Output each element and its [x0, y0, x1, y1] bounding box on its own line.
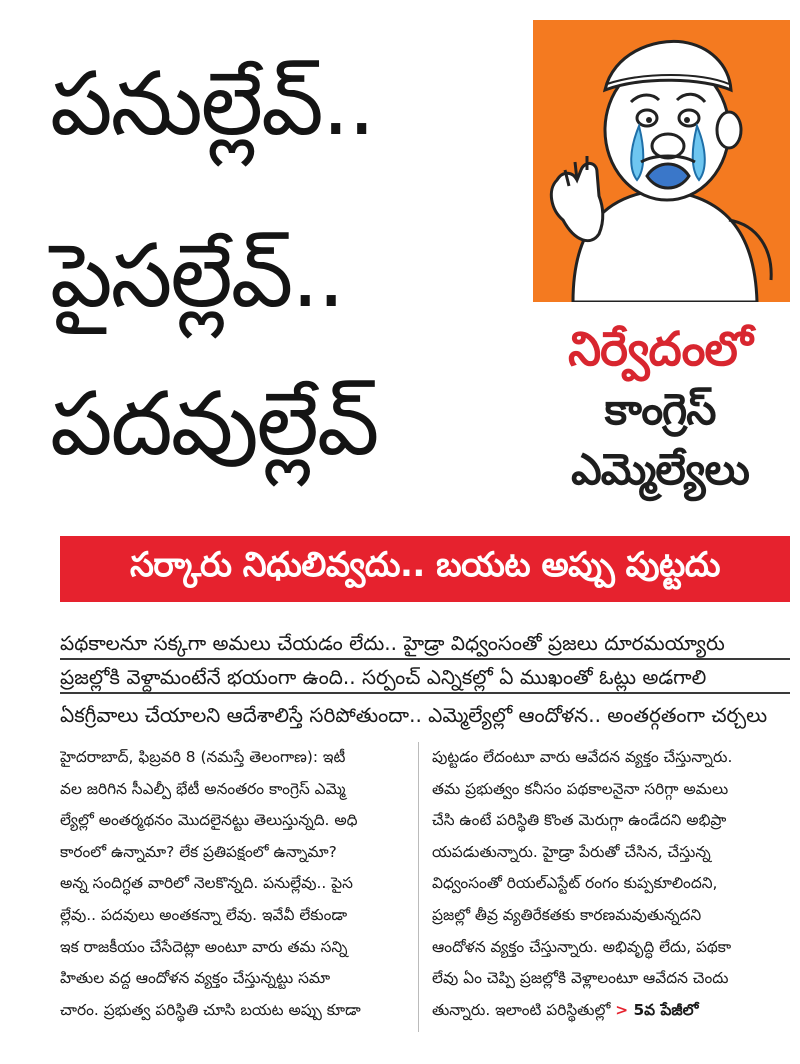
article-line: విధ్వంసంతో రియల్ఎస్టేట్ రంగం కుప్పకూలిందని, — [432, 874, 718, 893]
side-title-line-3: ఎమ్మెల్యేలు — [571, 445, 749, 495]
side-title-line-2: కాంగ్రెస్ — [604, 385, 716, 435]
article-line: వల జరిగిన సీఎల్పీ భేటీ అనంతరం కాంగ్రెస్ ఎమ్మె — [60, 779, 346, 798]
article-last-line-text: తున్నారు. ఇలాంటి పరిస్థితుల్లో — [432, 1000, 611, 1019]
highlight-line-2: ప్రజల్లోకి వెళ్దామంటేనే భయంగా ఉంది.. సర్పంచ్ ఎన్నికల్లో ఏ ముఖంతో ఓట్లు అడగాలి — [60, 665, 707, 689]
article-column-left — [60, 742, 400, 1042]
article-line: ల్లేవు.. పదవులు అంతకన్నా లేవు. ఇవేవీ లేకుండా — [60, 905, 348, 924]
article-line: ప్రజల్లో తీవ్ర వ్యతిరేకతకు కారణమవుతున్నదని — [432, 905, 702, 924]
article-line: అన్న సందిగ్ధత వారిలో నెలకొన్నది. పనుల్లేవు.. పైస — [60, 874, 353, 893]
article-line: తమ ప్రభుత్వం కనీసం పథకాలనైనా సరిగ్గా అమలు — [432, 779, 729, 798]
highlight-line-1: పథకాలనూ సక్కగా అమలు చేయడం లేదు.. హైడ్రా విధ్వంసంతో ప్రజలు దూరమయ్యారు — [60, 631, 725, 655]
headline-line-3: పదవుల్లేవ్ — [50, 372, 378, 475]
article-line: లేవు ఏం చెప్పి ప్రజల్లోకి వెళ్లాలంటూ ఆవేదన చెందు — [432, 969, 729, 988]
continued-page-text: 5వ పేజీలో — [633, 1000, 699, 1019]
article-line: కారంలో ఉన్నామా? లేక ప్రతిపక్షంలో ఉన్నామా? — [60, 842, 337, 861]
article-line: యపడుతున్నారు. హైడ్రా పేరుతో చేసిన, చేస్తున్న — [432, 842, 711, 861]
article-line: ఇక రాజకీయం చేసేదెట్లా అంటూ వారు తమ సన్ని — [60, 937, 348, 956]
divider — [60, 692, 790, 694]
headline-line-2: పైసల్లేవ్.. — [50, 224, 344, 327]
article-line: హైదరాబాద్, ఫిబ్రవరి 8 (నమస్తే తెలంగాణ): ఇటీ — [60, 748, 346, 766]
column-divider — [418, 742, 419, 1032]
cartoon-illustration — [533, 20, 790, 302]
red-banner — [60, 536, 790, 602]
article-line: పుట్టడం లేదంటూ వారు ఆవేదన వ్యక్తం చేస్తున్నారు. — [432, 748, 733, 766]
highlight-line-3: ఏకగ్రీవాలు చేయాలని ఆదేశాలిస్తే సరిపోతుందా.. ఎమ్మెల్యేల్లో ఆందోళన.. అంతర్గతంగా చర్చలు — [60, 703, 768, 727]
article-line: ఆందోళన వ్యక్తం చేస్తున్నారు. అభివృద్ధి లేదు, పథకా — [432, 937, 732, 956]
headline-line-1: పనుల్లేవ్.. — [50, 52, 374, 155]
article-line: ల్యేల్లో అంతర్మథనం మొదలైనట్టు తెలుస్తున్నది. అధి — [60, 811, 358, 830]
article-column-right — [432, 742, 772, 1042]
article-last-line — [432, 995, 772, 1027]
article-line: హితుల వద్ద ఆందోళన వ్యక్తం చేస్తున్నట్టు సమా — [60, 969, 331, 988]
crying-politician-cartoon — [533, 20, 790, 302]
banner-text: సర్కారు నిధులివ్వదు.. బయట అప్పు పుట్టదు — [129, 545, 721, 585]
chevron-right-icon: > — [615, 1000, 629, 1019]
continued-page-link[interactable] — [615, 1001, 698, 1019]
article-line: చారం. ప్రభుత్వ పరిస్థితి చూసి బయట అప్పు కూడా — [60, 1000, 361, 1019]
side-title-line-1: నిర్వేదంలో — [568, 322, 752, 377]
article-line: చేసి ఉంటే పరిస్థితి కొంత మెరుగ్గా ఉండేదని అభిప్రా — [432, 811, 727, 830]
